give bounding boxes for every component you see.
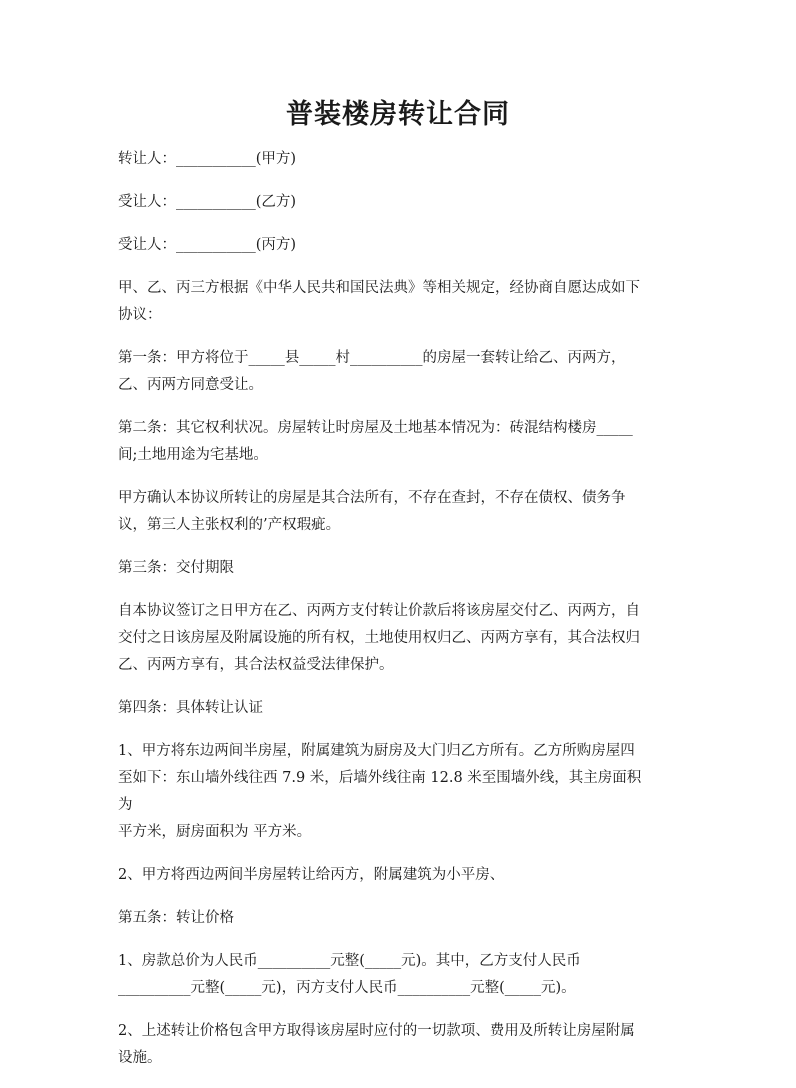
paragraph-line: 1、房款总价为人民币__________元整(_____元)。其中，乙方支付人民币 (118, 953, 581, 969)
contract-paragraph (118, 1018, 678, 1072)
document-title: 普装楼房转让合同 (286, 99, 510, 130)
paragraph-line: 交付之日该房屋及附属设施的所有权，土地使用权归乙、丙两方享有，其合法权归 (118, 630, 640, 646)
paragraph-line: 第三条：交付期限 (118, 560, 234, 576)
paragraph-line: 至如下：东山墙外线往西 7.9 米，后墙外线往南 12.8 米至围墙外线，其主房面积 (118, 770, 642, 786)
paragraph-line: 协议： (118, 307, 162, 323)
paragraph-line: 平方米，厨房面积为 平方米。 (118, 824, 312, 840)
contract-paragraph (118, 862, 678, 889)
paragraph-line: 甲方确认本协议所转让的房屋是其合法所有，不存在查封，不存在债权、债务争 (118, 490, 626, 506)
paragraph-line: 转让人：___________(甲方) (118, 151, 297, 167)
contract-paragraph (118, 695, 678, 722)
paragraph-line: 第五条：转让价格 (118, 910, 234, 926)
paragraph-line: __________元整(_____元)，丙方支付人民币__________元整(_____元)。 (118, 980, 576, 996)
contract-paragraph (118, 948, 678, 1002)
contract-paragraph (118, 146, 678, 173)
paragraph-line: 议，第三人主张权利的’产权瑕疵。 (118, 517, 341, 533)
contract-paragraph (118, 738, 678, 846)
paragraph-line: 乙、丙两方享有，其合法权益受法律保护。 (118, 657, 394, 673)
paragraph-line: 第四条：具体转让认证 (118, 700, 263, 716)
contract-paragraph (118, 189, 678, 216)
paragraph-line: 2、甲方将西边两间半房屋转让给丙方，附属建筑为小平房、 (118, 867, 505, 883)
paragraph-line: 乙、丙两方同意受让。 (118, 377, 263, 393)
paragraph-line: 自本协议签订之日甲方在乙、丙两方支付转让价款后将该房屋交付乙、丙两方，自 (118, 603, 640, 619)
contract-paragraph (118, 485, 678, 539)
contract-paragraph (118, 232, 678, 259)
paragraph-line: 设施。 (118, 1050, 162, 1066)
paragraph-line: 第二条：其它权利状况。房屋转让时房屋及土地基本情况为：砖混结构楼房_____ (118, 420, 633, 436)
contract-paragraph (118, 905, 678, 932)
paragraph-line: 受让人：___________(乙方) (118, 194, 297, 210)
document-body (118, 146, 678, 1088)
paragraph-line: 间;土地用途为宅基地。 (118, 447, 268, 463)
contract-paragraph (118, 415, 678, 469)
paragraph-line: 第一条：甲方将位于_____县_____村__________的房屋一套转让给乙、丙两方， (118, 350, 626, 366)
paragraph-line: 为 (118, 797, 133, 813)
paragraph-line: 受让人：___________(丙方) (118, 237, 297, 253)
paragraph-line: 甲、乙、丙三方根据《中华人民共和国民法典》等相关规定，经协商自愿达成如下 (118, 280, 640, 296)
paragraph-line: 2、上述转让价格包含甲方取得该房屋时应付的一切款项、费用及所转让房屋附属 (118, 1023, 635, 1039)
contract-paragraph (118, 555, 678, 582)
contract-paragraph (118, 598, 678, 679)
contract-paragraph (118, 345, 678, 399)
paragraph-line: 1、甲方将东边两间半房屋，附属建筑为厨房及大门归乙方所有。乙方所购房屋四 (118, 743, 635, 759)
contract-paragraph (118, 275, 678, 329)
